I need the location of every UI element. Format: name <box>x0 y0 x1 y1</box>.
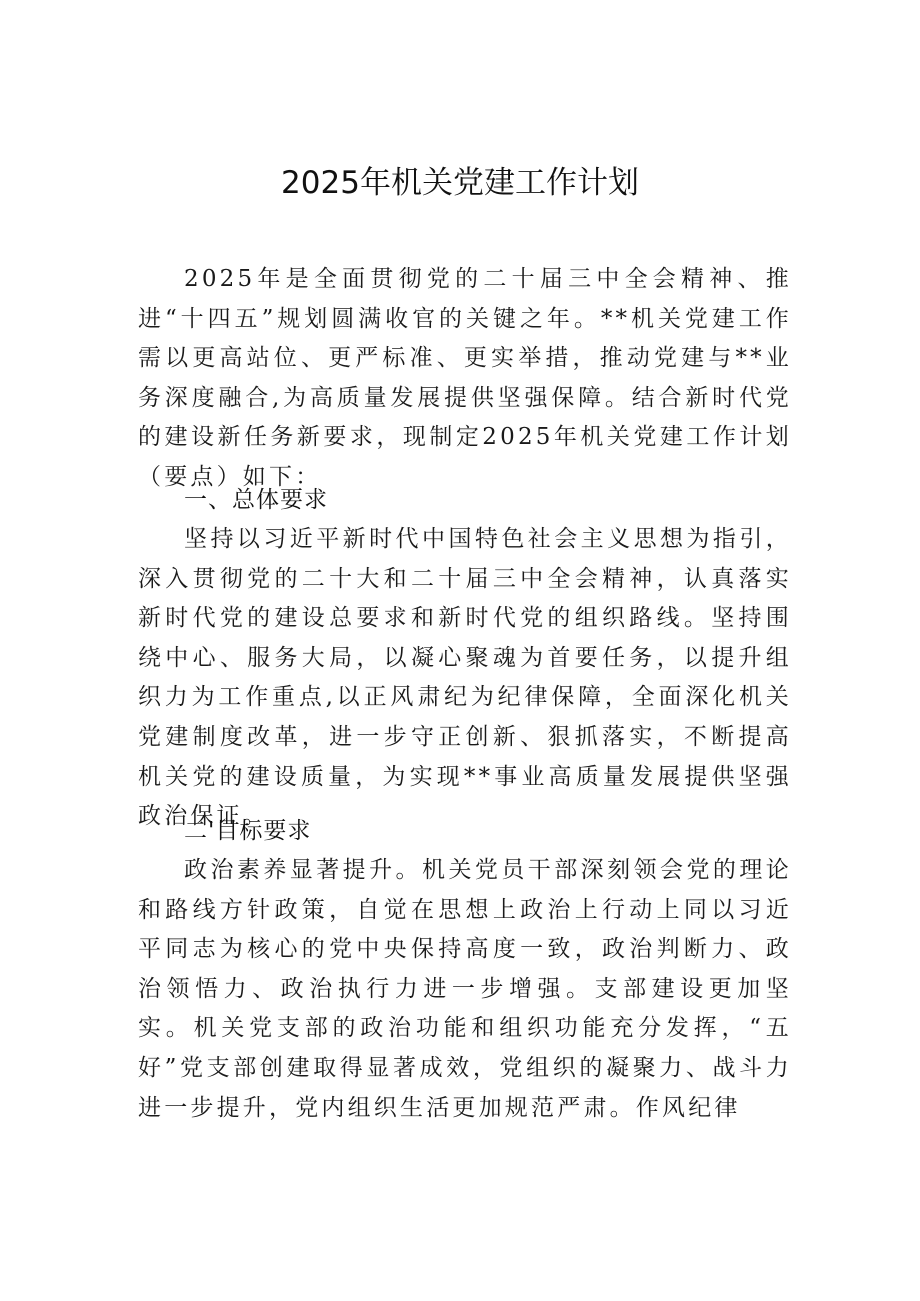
section-heading-target-requirements: 二'目标要求 <box>184 818 312 844</box>
document-title: 2025年机关党建工作计划 <box>281 165 639 201</box>
target-requirements-paragraph: 政治素养显著提升。机关党员干部深刻领会党的理论和路线方针政策，自觉在思想上政治上行动上同以习近平同志为核心的党中央保持高度一致，政治判断力、政治领悟力、政治执行力进一步增强。支部建设更加坚实。机关党支部的政治功能和组织功能充分发挥，“五好”党支部创建取得显著成效，党组织的凝聚力、战斗力进一步提升，党内组织生活更加规范严肃。作风纪律 <box>138 857 792 1121</box>
overall-requirements-paragraph: 坚持以习近平新时代中国特色社会主义思想为指引，深入贯彻党的二十大和二十届三中全会精神，认真落实新时代党的建设总要求和新时代党的组织路线。坚持围绕中心、服务大局，以凝心聚魂为首要任务，以提升组织力为工作重点,以正风肃纪为纪律保障，全面深化机关党建制度改革，进一步守正创新、狠抓落实，不断提高机关党的建设质量，为实现**事业高质量发展提供坚强政治保证。 <box>138 526 792 830</box>
intro-paragraph: 2025年是全面贯彻党的二十届三中全会精神、推进“十四五”规划圆满收官的关键之年。**机关党建工作需以更高站位、更严标准、更实举措，推动党建与**业务深度融合,为高质量发展提供坚强保障。结合新时代党的建设新任务新要求，现制定2025年机关党建工作计划（要点）如下： <box>138 266 792 490</box>
section-heading-overall-requirements: 一、总体要求 <box>184 487 328 513</box>
